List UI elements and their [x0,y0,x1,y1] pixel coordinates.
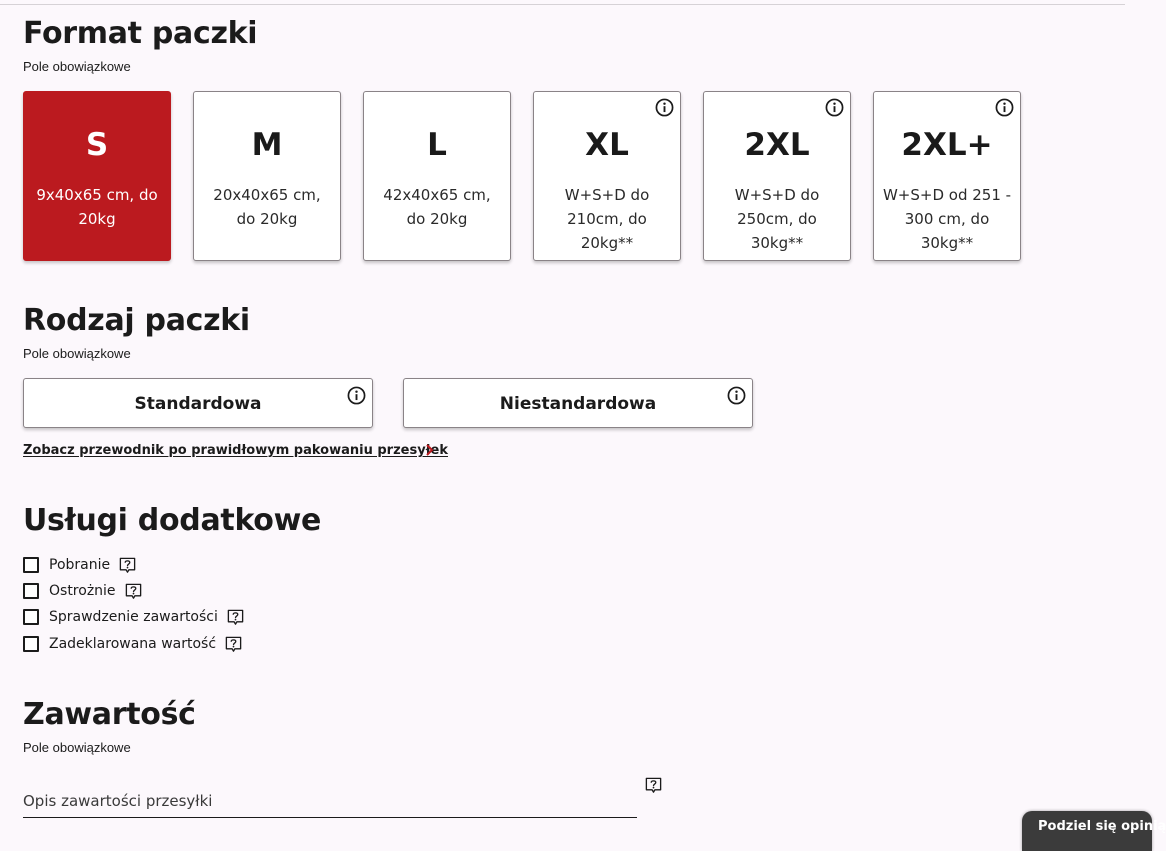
size-option-s[interactable] [23,91,171,261]
services-section-title: Usługi dodatkowe [23,503,322,538]
type-section-title: Rodzaj paczki [23,303,250,338]
help-icon[interactable] [226,608,245,627]
cod-checkbox[interactable] [23,557,39,573]
size-option-m[interactable] [193,91,341,261]
service-label: Pobranie [49,557,111,573]
size-description: W+S+D od 251 - 300 cm, do 30kg** [882,186,1012,252]
size-option-2xl[interactable] [703,91,851,261]
help-icon[interactable] [224,635,243,654]
size-code: L [427,127,447,163]
service-label: Zadeklarowana wartość [49,636,217,652]
info-icon[interactable] [347,386,366,405]
size-description: 42x40x65 cm, do 20kg [383,186,491,228]
type-nonstandard-button[interactable] [403,378,753,428]
help-icon[interactable] [124,582,143,601]
size-option-l[interactable] [363,91,511,261]
size-code: 2XL+ [901,127,993,163]
type-standard-label: Standardowa [134,394,262,414]
size-description: 20x40x65 cm, do 20kg [213,186,321,228]
size-code: S [85,127,109,163]
content-check-checkbox[interactable] [23,609,39,625]
type-required-note: Pole obowiązkowe [23,346,131,361]
format-required-note: Pole obowiązkowe [23,59,131,74]
feedback-button[interactable]: Podziel się opinią [1022,811,1152,851]
help-icon[interactable] [644,776,663,795]
contents-required-note: Pole obowiązkowe [23,740,131,755]
service-fragile [23,581,143,601]
size-code: 2XL [744,127,810,163]
contents-description-input[interactable] [23,786,637,818]
chevron-right-icon[interactable] [424,443,434,457]
info-icon[interactable] [995,98,1014,117]
info-icon[interactable] [655,98,674,117]
size-option-2xl-plus[interactable] [873,91,1021,261]
type-standard-button[interactable] [23,378,373,428]
size-code: M [251,127,283,163]
format-section-title: Format paczki [23,16,258,51]
size-description: W+S+D do 210cm, do 20kg** [564,186,650,252]
size-code: XL [585,127,629,163]
contents-section-title: Zawartość [23,697,196,732]
size-description: 9x40x65 cm, do 20kg [36,186,158,228]
top-divider [0,4,1125,5]
declared-value-checkbox[interactable] [23,636,39,652]
info-icon[interactable] [825,98,844,117]
size-option-xl[interactable] [533,91,681,261]
help-icon[interactable] [118,556,137,575]
service-declared-value [23,634,243,654]
info-icon[interactable] [727,386,746,405]
type-nonstandard-label: Niestandardowa [499,394,657,414]
fragile-checkbox[interactable] [23,583,39,599]
contents-description-placeholder: Opis zawartości przesyłki [23,792,213,810]
service-label: Ostrożnie [49,583,116,599]
service-cod [23,555,137,575]
service-content-check [23,607,245,627]
packing-guide-link[interactable]: Zobacz przewodnik po prawidłowym pakowaniu przesyłek [23,443,448,458]
service-label: Sprawdzenie zawartości [49,609,218,625]
size-description: W+S+D do 250cm, do 30kg** [734,186,820,252]
